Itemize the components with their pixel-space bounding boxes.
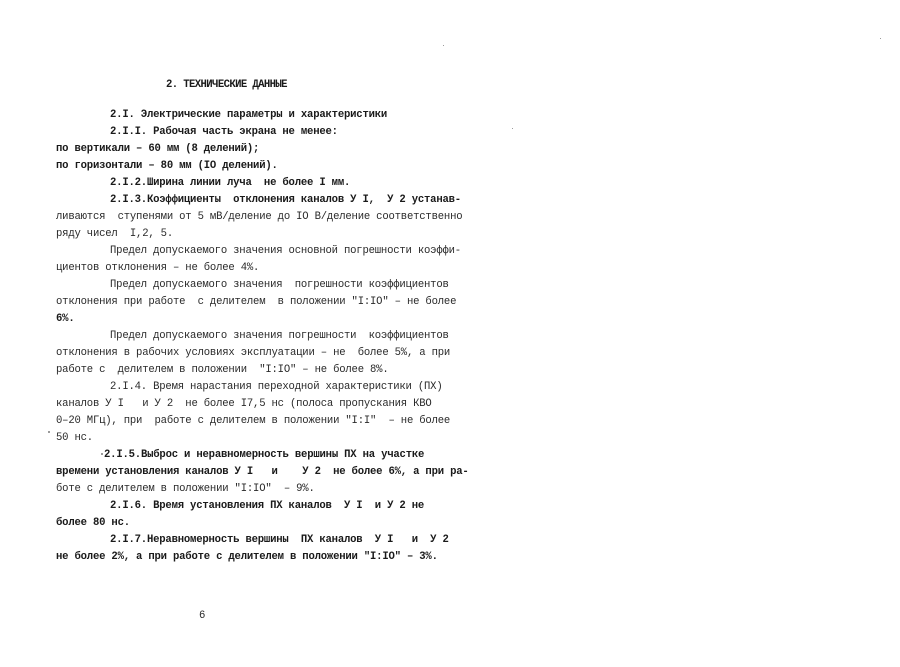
text-line: боте с делителем в положении "I:IO" – 9%. bbox=[56, 483, 315, 495]
scan-speck bbox=[880, 38, 881, 39]
text-line: 0–20 МГц), при работе с делителем в положении "I:I" – не более bbox=[56, 415, 451, 427]
text-line: ливаются ступенями от 5 мВ/деление до IO В/деление соответственно bbox=[56, 211, 463, 223]
text-line: времени установления каналов У I и У 2 не более 6%, а при ра- bbox=[56, 466, 469, 478]
text-line: 6%. bbox=[56, 313, 75, 325]
scan-speck bbox=[512, 128, 513, 129]
text-line: 2.I. Электрические параметры и характеристики bbox=[110, 109, 388, 121]
page-number: 6 bbox=[199, 610, 206, 622]
text-line: 50 нс. bbox=[56, 432, 93, 444]
text-line: 2.I.2.Ширина линии луча не более I мм. bbox=[110, 177, 351, 189]
text-line: 2.I.6. Время установления ПХ каналов У I и У 2 не bbox=[110, 500, 425, 512]
text-line: более 80 нс. bbox=[56, 517, 130, 529]
scan-speck bbox=[48, 431, 50, 433]
text-line: циентов отклонения – не более 4%. bbox=[56, 262, 260, 274]
text-line: по вертикали – 60 мм (8 делений); bbox=[56, 143, 260, 155]
section-title: 2. ТЕХНИЧЕСКИЕ ДАННЫЕ bbox=[166, 79, 287, 91]
text-line: Предел допускаемого значения основной погрешности коэффи- bbox=[110, 245, 461, 257]
text-line: ряду чисел I,2, 5. bbox=[56, 228, 173, 240]
scan-speck bbox=[101, 453, 103, 455]
text-line: 2.I.4. Время нарастания переходной характеристики (ПХ) bbox=[110, 381, 443, 393]
text-line: не более 2%, а при работе с делителем в положении "I:IO" – 3%. bbox=[56, 551, 438, 563]
text-line: 2.I.7.Неравномерность вершины ПХ каналов У I и У 2 bbox=[110, 534, 449, 546]
text-line: отклонения в рабочих условиях эксплуатации – не более 5%, а при bbox=[56, 347, 451, 359]
text-line: Предел допускаемого значения погрешности коэффициентов bbox=[110, 330, 449, 342]
text-line: работе с делителем в положении "I:IO" – не более 8%. bbox=[56, 364, 389, 376]
text-line: по горизонтали – 80 мм (IO делений). bbox=[56, 160, 278, 172]
text-line: отклонения при работе с делителем в положении "I:IO" – не более bbox=[56, 296, 457, 308]
scan-speck bbox=[443, 45, 444, 46]
text-line: 2.I.3.Коэффициенты отклонения каналов У I, У 2 устанав- bbox=[110, 194, 461, 206]
text-line: каналов У I и У 2 не более I7,5 нс (полоса пропускания КВО bbox=[56, 398, 432, 410]
text-line: 2.I.5.Выброс и неравномерность вершины ПХ на участке bbox=[104, 449, 425, 461]
text-line: 2.I.I. Рабочая часть экрана не менее: bbox=[110, 126, 338, 138]
text-line: Предел допускаемого значения погрешности коэффициентов bbox=[110, 279, 449, 291]
